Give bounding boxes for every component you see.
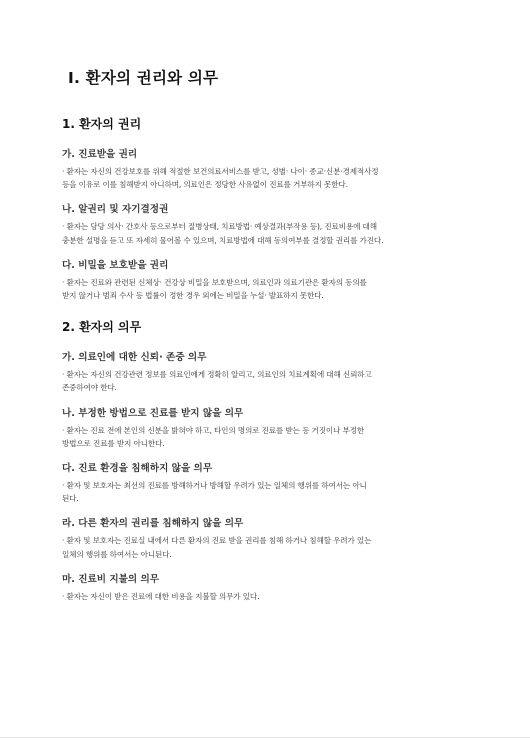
body-line: 등을 이유로 이를 침해받지 아니하며, 의료인은 정당한 사유없이 진료를 거부하지 못한다. bbox=[62, 180, 348, 190]
body-line: · 환자는 자신이 받은 진료에 대한 비용을 지불할 의무가 있다. bbox=[62, 591, 260, 601]
item-payment-duty bbox=[62, 571, 470, 603]
body-line: · 환자 및 보호자는 최선의 진료를 방해하거나 방해할 우려가 있는 일체의 행위를 하여서는 아니 bbox=[62, 481, 367, 491]
section-patient-rights bbox=[62, 115, 470, 302]
body-line: · 환자는 자신의 건강관련 정보를 의료인에게 정확히 알리고, 의료인의 치료계획에 대해 신뢰하고 bbox=[62, 370, 372, 380]
body-line: 받지 않거나 범죄 수사 등 법률이 정한 경우 외에는 비밀을 누설· 발표하지 못한다. bbox=[62, 291, 324, 301]
item-body bbox=[62, 424, 470, 450]
page-bottom-divider bbox=[0, 737, 530, 738]
body-line: · 환자는 진료 전에 본인의 신분을 밝혀야 하고, 타인의 명의로 진료를 받는 등 거짓이나 부정한 bbox=[62, 425, 365, 435]
body-line: · 환자는 담당 의사· 간호사 등으로부터 질병상태, 치료방법· 예상결과(부작용 등), 진료비용에 대해 bbox=[62, 222, 377, 232]
item-heading: 마. 진료비 지불의 의무 bbox=[62, 573, 160, 585]
item-body bbox=[62, 479, 470, 505]
body-line: · 환자는 진료와 관련된 신체상· 건강상 비밀을 보호받으며, 의료인과 의료기관은 환자의 동의를 bbox=[62, 277, 367, 287]
item-environment-duty bbox=[62, 460, 470, 505]
document-title: Ⅰ. 환자의 권리와 의무 bbox=[68, 69, 219, 87]
item-honest-identity-duty bbox=[62, 405, 470, 450]
item-body bbox=[62, 368, 470, 394]
item-body bbox=[62, 165, 470, 191]
item-right-to-treatment bbox=[62, 146, 470, 191]
item-heading: 다. 진료 환경을 침해하지 않을 의무 bbox=[62, 463, 213, 475]
item-right-to-privacy bbox=[62, 257, 470, 302]
item-heading: 가. 의료인에 대한 신뢰· 존중 의무 bbox=[62, 352, 207, 364]
body-line: 일체의 행위를 하여서는 아니된다. bbox=[62, 549, 172, 559]
section-title: 1. 환자의 권리 bbox=[62, 117, 142, 131]
item-body bbox=[62, 590, 470, 603]
body-line: 충분한 설명을 듣고 또 자세히 물어볼 수 있으며, 치료방법에 대해 동의여부를 결정할 권리를 가진다. bbox=[62, 235, 384, 245]
body-line: 된다. bbox=[62, 494, 79, 504]
item-heading: 라. 다른 환자의 권리를 침해하지 않을 의무 bbox=[62, 518, 244, 530]
item-heading: 나. 부정한 방법으로 진료를 받지 않을 의무 bbox=[62, 407, 244, 419]
section-patient-duties bbox=[62, 318, 470, 603]
item-body bbox=[62, 534, 470, 560]
item-heading: 가. 진료받을 권리 bbox=[62, 149, 138, 160]
item-body bbox=[62, 220, 470, 246]
item-heading: 나. 알권리 및 자기결정권 bbox=[62, 204, 169, 216]
item-trust-duty bbox=[62, 349, 470, 394]
item-others-rights-duty bbox=[62, 515, 470, 560]
item-right-to-know bbox=[62, 201, 470, 246]
item-body bbox=[62, 276, 470, 302]
body-line: 존중하여야 한다. bbox=[62, 383, 117, 393]
item-heading: 다. 비밀을 보호받을 권리 bbox=[62, 259, 169, 271]
body-line: 방법으로 진료를 받지 아니한다. bbox=[62, 438, 165, 448]
section-title: 2. 환자의 의무 bbox=[62, 320, 142, 335]
body-line: · 환자는 자신의 건강보호를 위해 적절한 보건의료서비스를 받고, 성별· 나이· 종교·신분·경제적사정 bbox=[62, 167, 379, 176]
body-line: · 환자 및 보호자는 진료실 내에서 다른 환자의 진료 받을 권리를 침해 하거나 침해할 우려가 있는 bbox=[62, 536, 372, 546]
